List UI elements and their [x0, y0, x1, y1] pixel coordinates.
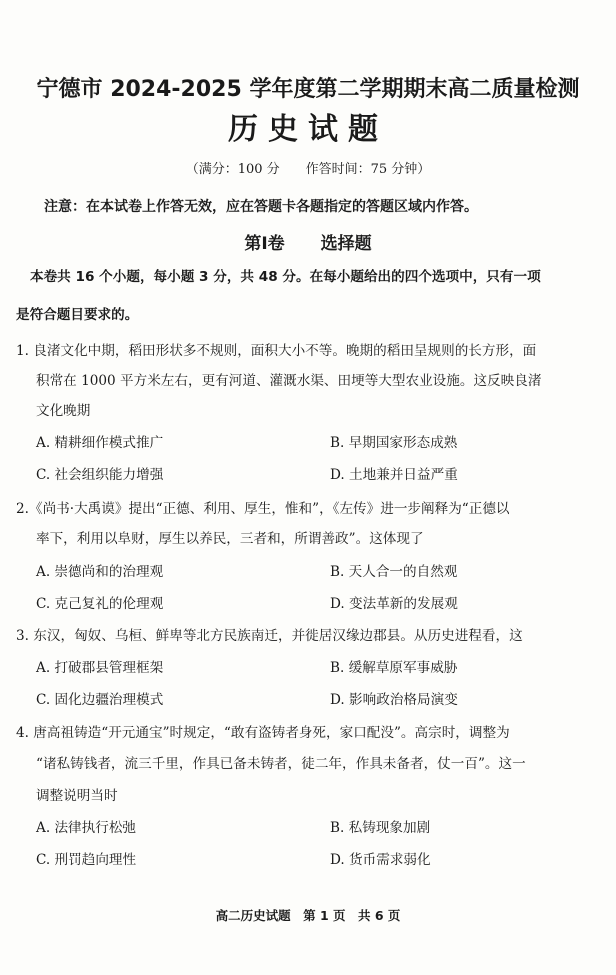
question-stem-line: 文化晚期 — [36, 403, 91, 419]
exam-title: 宁德市 2024-2025 学年度第二学期期末高二质量检测 — [36, 77, 580, 102]
option: A. 打破郡县管理框架 — [36, 660, 164, 676]
option: B. 私铸现象加剧 — [330, 820, 431, 836]
question-stem-line: 2.《尚书·大禹谟》提出“正德、利用、厚生，惟和”，《左传》进一步阐释为“正德以 — [16, 501, 510, 517]
exam-meta: （满分：100 分 作答时间：75 分钟） — [185, 162, 431, 177]
option: D. 货币需求弱化 — [330, 852, 431, 868]
section-heading — [0, 229, 616, 254]
option: C. 克己复礼的伦理观 — [36, 596, 164, 612]
option: D. 变法革新的发展观 — [330, 596, 458, 612]
question-stem-line: “诸私铸钱者，流三千里，作具已备未铸者，徒二年，作具未备者，仗一百”。这一 — [36, 756, 526, 772]
notice: 注意：在本试卷上作答无效，应在答题卡各题指定的答题区域内作答。 — [44, 199, 478, 215]
option: C. 社会组织能力增强 — [36, 467, 164, 483]
option: C. 刑罚趋向理性 — [36, 852, 137, 868]
option: A. 法律执行松弛 — [36, 820, 137, 836]
instruction-line: 本卷共 16 个小题，每小题 3 分，共 48 分。在每小题给出的四个选项中，只有一项 — [30, 269, 541, 285]
section-label: 第Ⅰ卷 — [244, 234, 285, 254]
section-name: 选择题 — [320, 234, 372, 254]
instruction-line: 是符合题目要求的。 — [16, 307, 139, 323]
question-stem-line: 1. 良渚文化中期，稻田形状多不规则，面积大小不等。晚期的稻田呈规则的长方形，面 — [16, 343, 537, 359]
question-stem-line: 4. 唐高祖铸造“开元通宝”时规定，“敢有盗铸者身死，家口配没”。高宗时，调整为 — [16, 725, 510, 741]
option: D. 土地兼并日益严重 — [330, 467, 458, 483]
option: B. 早期国家形态成熟 — [330, 435, 458, 451]
option: B. 天人合一的自然观 — [330, 564, 458, 580]
question-stem-line: 3. 东汉，匈奴、乌桓、鲜卑等北方民族南迁，并徙居汉缘边郡县。从历史进程看，这 — [16, 628, 523, 644]
question-stem-line: 积常在 1000 平方米左右，更有河道、灌溉水渠、田埂等大型农业设施。这反映良渚 — [36, 373, 542, 389]
option: B. 缓解草原军事威胁 — [330, 660, 458, 676]
subject-title: 历史试题 — [228, 112, 388, 147]
option: A. 崇德尚和的治理观 — [36, 564, 164, 580]
option: C. 固化边疆治理模式 — [36, 692, 164, 708]
option: D. 影响政治格局演变 — [330, 692, 458, 708]
question-stem-line: 调整说明当时 — [36, 788, 118, 804]
option: A. 精耕细作模式推广 — [36, 435, 164, 451]
question-stem-line: 率下，利用以阜财，厚生以养民，三者和，所谓善政”。这体现了 — [36, 531, 424, 547]
page-footer: 高二历史试题 第 1 页 共 6 页 — [215, 908, 401, 923]
